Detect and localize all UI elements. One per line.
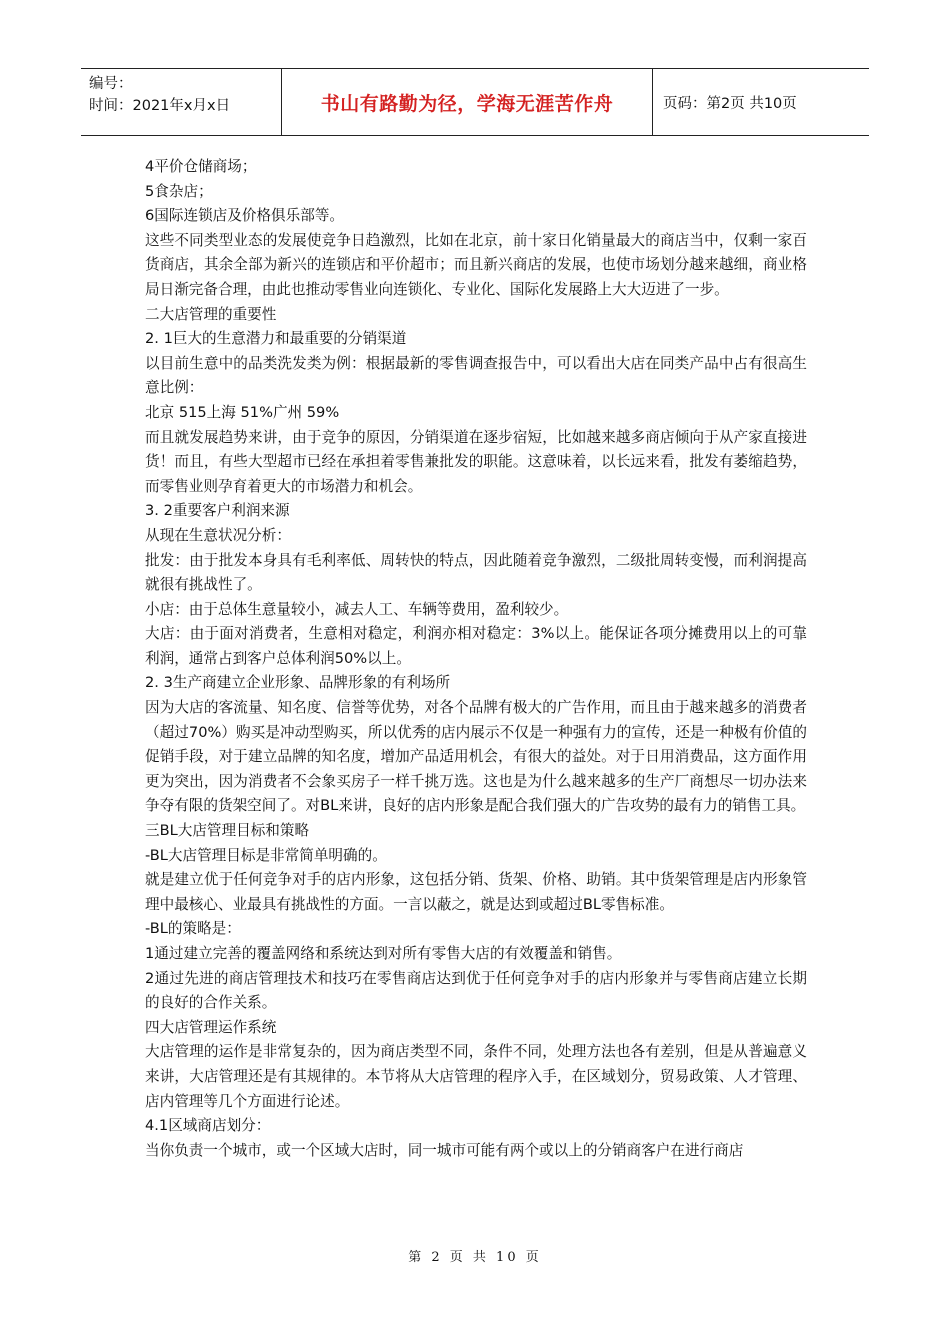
header-motto: 书山有路勤为径，学海无涯苦作舟	[282, 69, 653, 135]
body-paragraph: 6国际连锁店及价格俱乐部等。	[145, 207, 345, 225]
document-body	[145, 155, 807, 1163]
body-paragraph: 而且就发展趋势来讲，由于竞争的原因，分销渠道在逐步宿短，比如越来越多商店倾向于从产家直接进货！而且，有些大型超市已经在承担着零售兼批发的职能。这意味着，以长远来看，批发有萎缩趋势，而零售业则孕育着更大的市场潜力和机会。	[145, 428, 807, 495]
page-header	[81, 68, 869, 136]
body-paragraph: 4平价仓储商场；	[145, 158, 257, 175]
document-number-label: 编号：	[89, 76, 133, 92]
body-paragraph: 三BL大店管理目标和策略	[145, 822, 310, 840]
body-paragraph: 2通过先进的商店管理技术和技巧在零售商店达到优于任何竞争对手的店内形象并与零售商店建立长期的良好的合作关系。	[145, 969, 807, 1012]
header-meta	[81, 69, 282, 135]
body-paragraph: 1通过建立完善的覆盖网络和系统达到对所有零售大店的有效覆盖和销售。	[145, 945, 622, 962]
body-paragraph: 因为大店的客流量、知名度、信誉等优势，对各个品牌有极大的广告作用，而且由于越来越多的消费者（超过70%）购买是冲动型购买，所以优秀的店内展示不仅是一种强有力的宣传，还是一种极有价值的促销手段，对于建立品牌的知名度，增加产品适用机会，有很大的益处。对于日用消费品，这方面作用更为突出，因为消费者不会象买房子一样千挑万选。这也是为什么越来越多的生产厂商想尽一切办法来争夺有限的货架空间了。对BL来讲，良好的店内形象是配合我们强大的广告攻势的最有力的销售工具。	[145, 699, 807, 815]
body-paragraph: 大店管理的运作是非常复杂的，因为商店类型不同，条件不同，处理方法也各有差别，但是从普遍意义来讲，大店管理还是有其规律的。本节将从大店管理的程序入手，在区域划分，贸易政策、人才管理、店内管理等几个方面进行论述。	[145, 1043, 807, 1110]
page-footer: 第 2 页 共 10 页	[408, 1250, 542, 1265]
body-paragraph: 2. 3生产商建立企业形象、品牌形象的有利场所	[145, 674, 451, 692]
body-paragraph: 批发：由于批发本身具有毛利率低、周转快的特点，因此随着竞争激烈，二级批周转变慢，而利润提高就很有挑战性了。	[145, 551, 807, 594]
body-paragraph: 四大店管理运作系统	[145, 1018, 277, 1036]
body-paragraph: 从现在生意状况分析：	[145, 526, 291, 544]
body-paragraph: 3. 2重要客户利润来源	[145, 502, 290, 520]
body-paragraph: 小店：由于总体生意量较小，减去人工、车辆等费用，盈利较少。	[145, 600, 569, 618]
body-paragraph: 这些不同类型业态的发展使竞争日趋激烈，比如在北京，前十家日化销量最大的商店当中，仅剩一家百货商店，其余全部为新兴的连锁店和平价超市；而且新兴商店的发展，也使市场划分越来越细，商业格局日渐完备合理，由此也推动零售业向连锁化、专业化、国际化发展路上大大迈进了一步。	[145, 231, 807, 298]
header-page-info: 页码：第2页 共10页	[663, 95, 797, 112]
body-paragraph: 北京 515上海 51%广州 59%	[145, 403, 340, 421]
body-paragraph: 二大店管理的重要性	[145, 305, 277, 323]
body-paragraph: 当你负责一个城市，或一个区域大店时，同一城市可能有两个或以上的分销商客户在进行商店	[145, 1141, 744, 1159]
body-paragraph: 5食杂店；	[145, 182, 213, 200]
body-paragraph: 以目前生意中的品类洗发类为例：根据最新的零售调查报告中，可以看出大店在同类产品中占有很高生意比例：	[145, 354, 807, 397]
body-paragraph: 4.1区域商店划分：	[145, 1117, 271, 1135]
body-paragraph: 大店：由于面对消费者，生意相对稳定，利润亦相对稳定：3%以上。能保证各项分摊费用以上的可靠利润，通常占到客户总体利润50%以上。	[145, 625, 807, 667]
body-paragraph: 就是建立优于任何竞争对手的店内形象，这包括分销、货架、价格、助销。其中货架管理是店内形象管理中最核心、业最具有挑战性的方面。一言以蔽之，就是达到或超过BL零售标准。	[145, 871, 807, 913]
body-paragraph: -BL大店管理目标是非常简单明确的。	[145, 846, 387, 864]
body-paragraph: -BL的策略是：	[145, 920, 241, 938]
document-date-label: 时间：2021年x月x日	[89, 98, 231, 114]
body-paragraph: 2. 1巨大的生意潜力和最重要的分销渠道	[145, 330, 407, 348]
